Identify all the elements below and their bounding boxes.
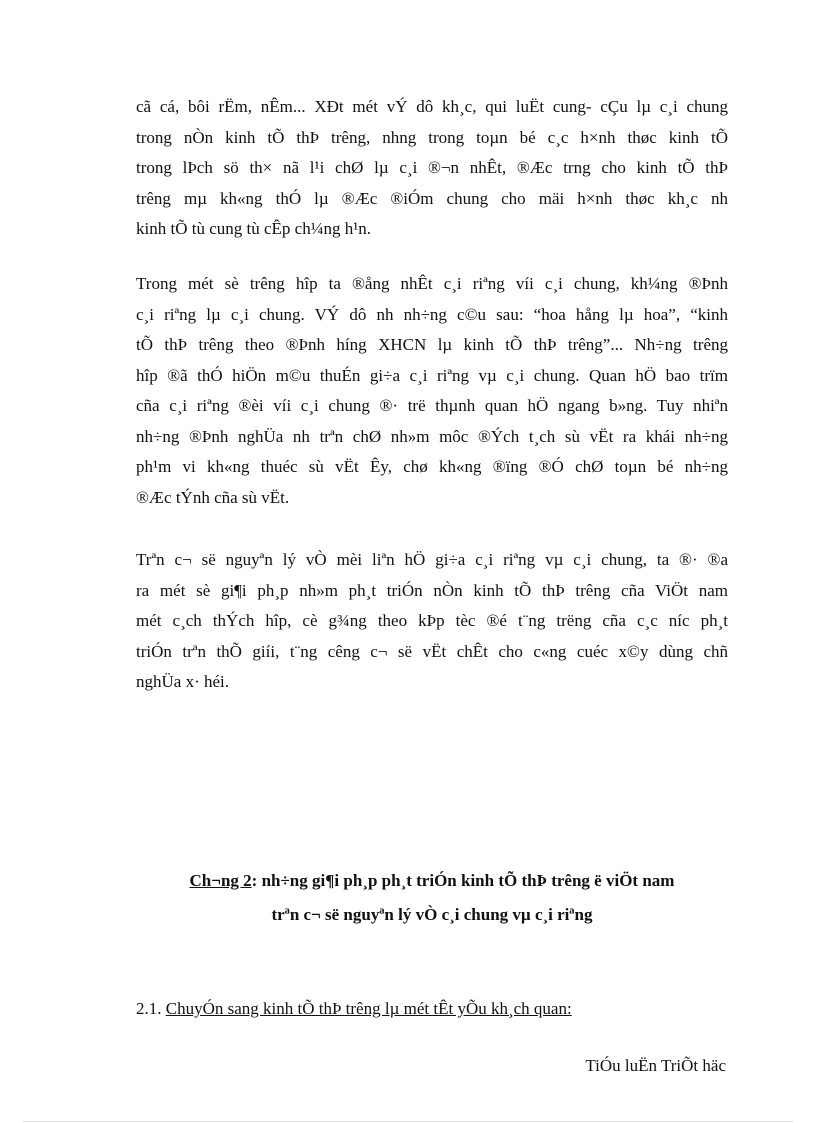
section-number: 2.1. [136,999,162,1018]
section-title: ChuyÓn sang kinh tÕ thÞ trêng lµ mét tÊt yÕu kh¸ch quan: [165,999,572,1018]
paragraph-line: trêng mµ kh«ng thÓ lµ ®Æc ®iÓm chung cho mäi h×nh thøc kh¸c nh [136,188,728,208]
paragraph-line: tÕ thÞ trêng theo ®Þnh híng XHCN lµ kinh tÕ thÞ trêng”... Nh÷ng trêng [136,335,728,354]
paragraph-line: nh÷ng ®Þnh nghÜa nh trªn chØ nh»m môc ®Ých t¸ch sù vËt ra khái nh÷ng [136,426,728,446]
paragraph-line: mét c¸ch thÝch hîp, cè g¾ng theo kÞp tèc ®é t¨ng trëng cña c¸c níc ph¸t [136,611,728,630]
paragraph-line: ra mét sè gi¶i ph¸p nh»m ph¸t triÓn nÒn kinh tÕ thÞ trêng cña ViÖt nam [136,580,728,600]
paragraph-line: ph¹m vi kh«ng thuéc sù vËt Êy, chø kh«ng ®ïng ®Ó chØ toµn bé nh÷ng [136,457,728,476]
paragraph-line: cña c¸i riªng ®èi víi c¸i chung ®· trë thµnh quan hÖ ngang b»ng. Tuy nhiªn [136,396,728,415]
paragraph-2 [136,269,728,513]
section-heading [136,996,572,1022]
paragraph-line: ®Æc tÝnh cña sù vËt. [136,487,290,507]
paragraph-line: Trªn c¬ së nguyªn lý vÒ mèi liªn hÖ gi÷a c¸i riªng vµ c¸i chung, ta ®· ®a [136,550,728,569]
chapter-label: Ch¬ng 2 [189,871,252,890]
paragraph-line: cã cá, bôi rËm, nÊm... XÐt mét vÝ dô kh¸c, qui luËt cung- cÇu lµ c¸i chung [136,97,728,116]
paragraph-line: triÓn trªn thÕ giíi, t¨ng cêng c¬ së vËt chÊt cho c«ng cuéc x©y dùng chñ [136,641,728,661]
page-footer: TiÓu luËn TriÕt häc [585,1056,726,1075]
chapter-heading-line-1 [136,864,728,898]
paragraph-line: hîp ®ã thÓ hiÖn m©u thuÉn gi÷a c¸i riªng vµ c¸i chung. Quan hÖ bao trïm [136,365,728,385]
paragraph-line: trong nÒn kinh tÕ thÞ trêng, nhng trong toµn bé c¸c h×nh thøc kinh tÕ [136,127,728,147]
paragraph-1 [136,92,728,245]
chapter-heading [136,864,728,932]
paragraph-line: trong lÞch sö th× nã l¹i chØ lµ c¸i ®¬n nhÊt, ®Æc trng cho kinh tÕ thÞ [136,158,728,177]
paragraph-line: kinh tÕ tù cung tù cÊp ch¼ng h¹n. [136,219,372,238]
page-bottom-divider [22,1121,794,1122]
paragraph-line: Trong mét sè trêng hîp ta ®ång nhÊt c¸i riªng víi c¸i chung, kh¼ng ®Þnh [136,274,728,293]
chapter-title-line-2: trªn c¬ së nguyªn lý vÒ c¸i chung vµ c¸i riªng [271,905,593,924]
chapter-title-line-1: : nh÷ng gi¶i ph¸p ph¸t triÓn kinh tÕ thÞ trêng ë viÖt nam [251,871,675,890]
paragraph-line: c¸i riªng lµ c¸i chung. VÝ dô nh nh÷ng c©u sau: “hoa hång lµ hoa”, “kinh [136,304,728,324]
paragraph-3 [136,545,728,698]
paragraph-line: nghÜa x· héi. [136,672,230,691]
